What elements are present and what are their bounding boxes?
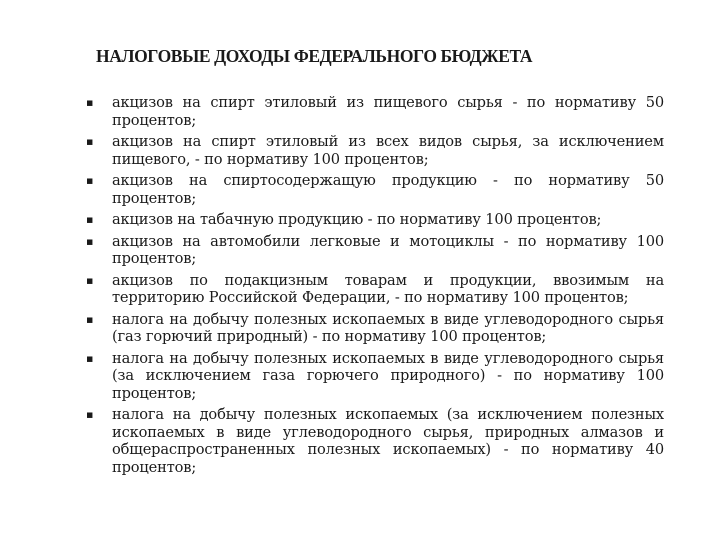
bullet-icon: ▪ bbox=[86, 96, 94, 109]
list-item-text: акцизов на табачную продукцию - по нормативу 100 процентов; bbox=[112, 211, 602, 228]
list-item-text: акцизов по подакцизным товарам и продукции, ввозимым на территорию Российской Федерации, - по нормативу 100 процентов; bbox=[112, 271, 664, 306]
list-item bbox=[84, 172, 664, 207]
bullet-icon: ▪ bbox=[86, 273, 94, 287]
list-item-text: налога на добычу полезных ископаемых в виде углеводородного сырья (газ горючий природный) - по нормативу 100 процентов; bbox=[112, 310, 664, 345]
list-item bbox=[84, 272, 664, 307]
list-item-text: акцизов на спирт этиловый из всех видов сырья, за исключением пищевого, - по нормативу 100 процентов; bbox=[112, 133, 664, 168]
list-item-text: акцизов на спирт этиловый из пищевого сырья - по нормативу 50 процентов; bbox=[112, 94, 664, 129]
bullet-icon: ▪ bbox=[86, 351, 94, 365]
bullet-icon: ▪ bbox=[86, 174, 94, 187]
list-item-text: акцизов на автомобили легковые и мотоциклы - по нормативу 100 процентов; bbox=[112, 232, 664, 267]
bullet-icon: ▪ bbox=[86, 135, 94, 148]
list-item bbox=[84, 94, 664, 129]
bullet-icon: ▪ bbox=[86, 213, 94, 226]
list-item bbox=[84, 133, 664, 168]
list-item bbox=[84, 406, 664, 476]
list-item bbox=[84, 311, 664, 346]
bullet-icon: ▪ bbox=[86, 408, 94, 421]
bullet-list bbox=[84, 94, 664, 480]
list-item bbox=[84, 233, 664, 268]
list-item-text: налога на добычу полезных ископаемых в виде углеводородного сырья (за исключением газа горючего природного) - по нормативу 100 процентов; bbox=[112, 349, 664, 402]
slide-title: НАЛОГОВЫЕ ДОХОДЫ ФЕДЕРАЛЬНОГО БЮДЖЕТА bbox=[96, 46, 533, 66]
list-item bbox=[84, 211, 664, 229]
list-item-text: налога на добычу полезных ископаемых (за исключением полезных ископаемых в виде углеводородного сырья, природных алмазов и общераспространенных полезных ископаемых) - по нормативу 40 процентов; bbox=[112, 406, 664, 476]
bullet-icon: ▪ bbox=[86, 312, 94, 326]
list-item-text: акцизов на спиртосодержащую продукцию - по нормативу 50 процентов; bbox=[112, 172, 664, 207]
bullet-icon: ▪ bbox=[86, 234, 94, 248]
list-item bbox=[84, 350, 664, 403]
